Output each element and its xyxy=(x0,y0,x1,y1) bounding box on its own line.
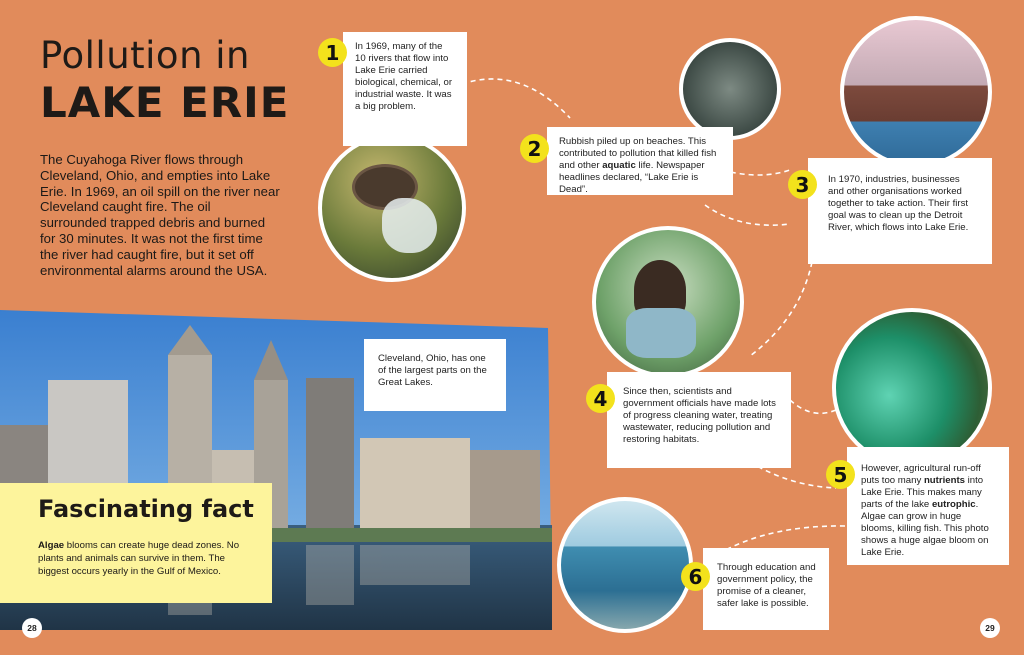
step-2-badge: 2 xyxy=(520,134,549,163)
step-6-text: Through education and government policy, the promise of a cleaner, safer lake is possible. xyxy=(717,562,816,609)
page-number-left: 28 xyxy=(22,618,42,638)
step-5-badge: 5 xyxy=(826,460,855,489)
step-1-text: In 1969, many of the 10 rivers that flow into Lake Erie carried biological, chemical, or industrial waste. It was a big problem. xyxy=(355,41,453,112)
step-5-card xyxy=(847,447,1009,565)
fact-text xyxy=(38,539,258,578)
algae-bloom-photo xyxy=(832,308,992,468)
step-4-badge: 4 xyxy=(586,384,615,413)
photo-caption-card xyxy=(364,339,506,411)
step-3-card xyxy=(808,158,992,264)
step-4-card xyxy=(607,372,791,468)
page-title-line1: Pollution in xyxy=(40,34,251,77)
step-1-badge: 1 xyxy=(318,38,347,67)
step-2-card xyxy=(547,127,733,195)
outflow-pipe-photo xyxy=(318,134,466,282)
scientist-photo xyxy=(592,226,744,378)
step-6-card xyxy=(703,548,829,630)
fact-title: Fascinating fact xyxy=(38,495,254,523)
intro-paragraph: The Cuyahoga River flows through Cleveland, Ohio, and empties into Lake Erie. In 1969, an oil spill on the river near Cleveland caught fire. The oil surrounded trapped debris and burned for 30 minutes. It was not the first time the river had caught fire, but it set off environmental alarms around the USA. xyxy=(40,152,280,278)
step-3-badge: 3 xyxy=(788,170,817,199)
photo-caption: Cleveland, Ohio, has one of the largest parts on the Great Lakes. xyxy=(378,353,487,388)
fact-body: blooms can create huge dead zones. No plants and animals can survive in them. The biggest occurs yearly in the Gulf of Mexico. xyxy=(38,540,240,577)
beach-rubbish-photo xyxy=(679,38,781,140)
fascinating-fact-box xyxy=(0,483,272,603)
factory-photo xyxy=(840,16,992,168)
step-2-text: Rubbish piled up on beaches. This contributed to pollution that killed fish and other aquatic life. Newspaper headlines declared, “Lake Erie is Dead”. xyxy=(559,136,717,195)
step-4-text: Since then, scientists and government officials have made lots of progress cleaning water, treating wastewater, reducing pollution and restoring habitats. xyxy=(623,386,776,445)
step-3-text: In 1970, industries, businesses and other organisations worked together to take action. Their first goal was to clean up the Detroit River, which flows into Lake Erie. xyxy=(828,174,969,233)
step-6-badge: 6 xyxy=(681,562,710,591)
step-5-text: However, agricultural run-off puts too many nutrients into Lake Erie. This makes many parts of the lake eutrophic. Algae can grow in huge blooms, killing fish. This photo shows a huge algae bloom on Lake Erie. xyxy=(861,463,989,558)
clean-lake-photo xyxy=(557,497,693,633)
page-title-line2: LAKE ERIE xyxy=(40,78,290,127)
fact-bold-term: Algae xyxy=(38,540,65,551)
step-1-card xyxy=(343,32,467,146)
page-number-right: 29 xyxy=(980,618,1000,638)
